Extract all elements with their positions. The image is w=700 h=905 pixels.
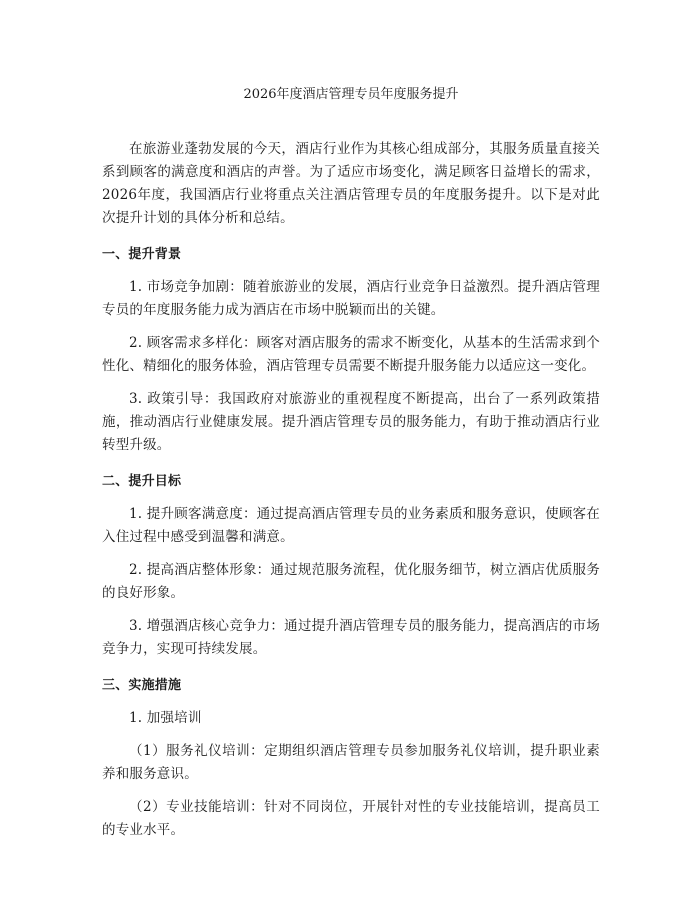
intro-paragraph: 在旅游业蓬勃发展的今天，酒店行业作为其核心组成部分，其服务质量直接关系到顾客的满意度和酒店的声誉。为了适应市场变化，满足顾客日益增长的需求，2026年度，我国酒店行业将重点关注酒店管理专员的年度服务提升。以下是对此次提升计划的具体分析和总结。 [102,141,600,226]
section-heading-measures: 三、实施措施 [102,678,182,693]
goals-item-3: 3. 增强酒店核心竞争力：通过提升酒店管理专员的服务能力，提高酒店的市场竞争力，实现可持续发展。 [102,618,600,657]
document-body [102,124,600,842]
goals-item-2: 2. 提高酒店整体形象：通过规范服务流程，优化服务细节，树立酒店优质服务的良好形象。 [102,562,600,601]
measures-item-1-sub-2: （2）专业技能培训：针对不同岗位，开展针对性的专业技能培训，提高员工的专业水平。 [102,799,600,838]
section-heading-background: 一、提升背景 [102,247,182,262]
background-item-1: 1. 市场竞争加剧：随着旅游业的发展，酒店行业竞争日益激烈。提升酒店管理专员的年度服务能力成为酒店在市场中脱颖而出的关键。 [102,279,600,318]
section-heading-goals: 二、提升目标 [102,474,182,489]
measures-item-1: 1. 加强培训 [129,710,202,726]
measures-item-1-sub-1: （1）服务礼仪培训：定期组织酒店管理专员参加服务礼仪培训，提升职业素养和服务意识。 [102,743,600,782]
document-title: 2026年度酒店管理专员年度服务提升 [243,87,459,102]
background-item-3: 3. 政策引导：我国政府对旅游业的重视程度不断提高，出台了一系列政策措施，推动酒店行业健康发展。提升酒店管理专员的服务能力，有助于推动酒店行业转型升级。 [102,391,600,453]
background-item-2: 2. 顾客需求多样化：顾客对酒店服务的需求不断变化，从基本的生活需求到个性化、精细化的服务体验，酒店管理专员需要不断提升服务能力以适应这一变化。 [102,335,600,374]
goals-item-1: 1. 提升顾客满意度：通过提高酒店管理专员的业务素质和服务意识，使顾客在入住过程中感受到温馨和满意。 [102,506,600,545]
